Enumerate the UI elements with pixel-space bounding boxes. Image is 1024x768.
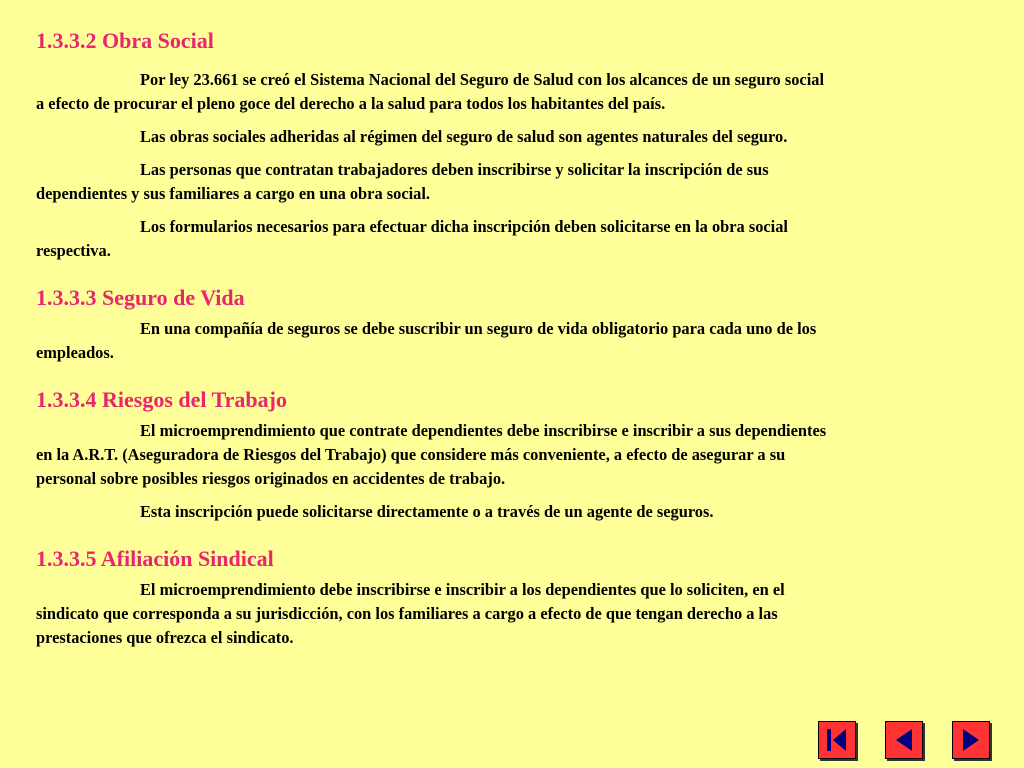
paragraph: Las obras sociales adheridas al régimen del seguro de salud son agentes naturales del seguro.	[140, 127, 788, 146]
section-heading-obra-social: 1.3.3.2 Obra Social	[36, 28, 214, 53]
paragraph: Por ley 23.661 se creó el Sistema Nacional del Seguro de Salud con los alcances de un seguro social a efecto de procurar el pleno goce del derecho a la salud para todos los habitantes del país.	[36, 70, 824, 113]
next-slide-icon	[959, 727, 983, 753]
paragraph: Las personas que contratan trabajadores deben inscribirse y solicitar la inscripción de sus dependientes y sus familiares a cargo en una obra social.	[36, 160, 769, 203]
paragraph: Esta inscripción puede solicitarse directamente o a través de un agente de seguros.	[140, 502, 714, 521]
previous-slide-icon	[892, 727, 916, 753]
previous-slide-button[interactable]	[885, 721, 923, 759]
section-heading-seguro-de-vida: 1.3.3.3 Seguro de Vida	[36, 285, 245, 310]
paragraph: En una compañía de seguros se debe suscribir un seguro de vida obligatorio para cada uno de los empleados.	[36, 319, 817, 362]
slide-content	[36, 28, 986, 650]
first-slide-button[interactable]	[818, 721, 856, 759]
next-slide-button[interactable]	[952, 721, 990, 759]
paragraph: Los formularios necesarios para efectuar dicha inscripción deben solicitarse en la obra social respectiva.	[36, 217, 788, 260]
section-heading-riesgos-del-trabajo: 1.3.3.4 Riesgos del Trabajo	[36, 387, 287, 412]
paragraph: El microemprendimiento que contrate dependientes debe inscribirse e inscribir a sus dependientes en la A.R.T. (Aseguradora de Riesgos del Trabajo) que considere más conveniente, a efecto de asegurar a su personal sobre posibles riesgos originados en accidentes de trabajo.	[36, 421, 827, 488]
section-heading-afiliacion-sindical: 1.3.3.5 Afiliación Sindical	[36, 546, 274, 571]
paragraph: El microemprendimiento debe inscribirse e inscribir a los dependientes que lo soliciten, en el sindicato que corresponda a su jurisdicción, con los familiares a cargo a efecto de que tengan derecho a las prestaciones que ofrezca el sindicato.	[36, 580, 785, 647]
first-slide-icon	[825, 727, 849, 753]
